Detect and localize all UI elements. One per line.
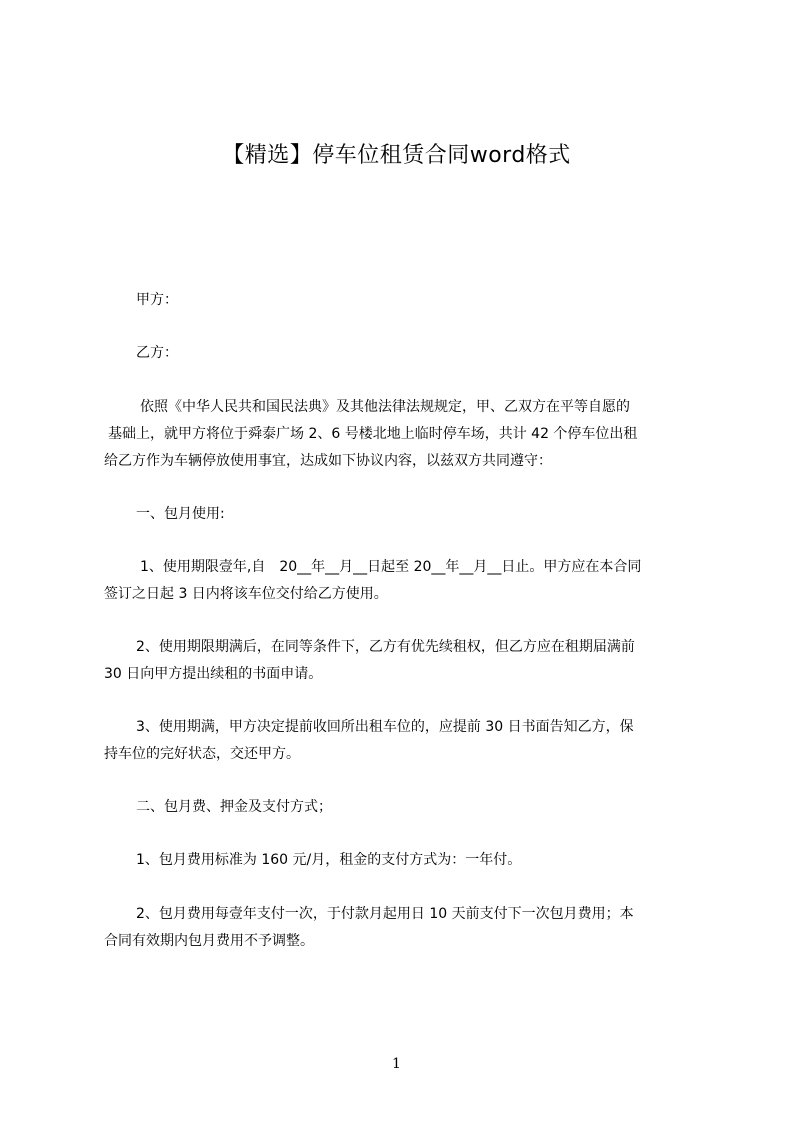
clause-2-1: 1、包月费用标准为 160 元/月，租金的支付方式为：一年付。 <box>136 852 522 868</box>
clause-line: 2、使用期限期满后，在同等条件下，乙方有优先续租权，但乙方应在租期届满前 <box>136 639 635 655</box>
preamble-line: 给乙方作为车辆停放使用事宜，达成如下协议内容，以兹双方共同遵守： <box>104 453 552 469</box>
party-a-label: 甲方： <box>136 292 178 308</box>
clause-2-2 <box>104 901 700 955</box>
clause-1-3 <box>104 714 700 768</box>
preamble-paragraph <box>104 394 700 475</box>
clause-line: 1、使用期限壹年,自 20__年__月__日起至 20__年__月__日止。甲方应在本合同 <box>140 559 642 575</box>
preamble-line: 依照《中华人民共和国民法典》及其他法律法规规定，甲、乙双方在平等自愿的 <box>140 399 630 415</box>
clause-line: 30 日向甲方提出续租的书面申请。 <box>104 666 323 682</box>
clause-line: 2、包月费用每壹年支付一次，于付款月起用日 10 天前支付下一次包月费用；本 <box>136 906 634 922</box>
clause-1-1 <box>104 554 700 608</box>
section-1-heading: 一、包月使用: <box>136 506 225 522</box>
clause-1-2 <box>104 634 700 688</box>
clause-line: 合同有效期内包月费用不予调整。 <box>104 933 314 949</box>
clause-line: 持车位的完好状态，交还甲方。 <box>104 746 300 762</box>
clause-line: 签订之日起 3 日内将该车位交付给乙方使用。 <box>104 586 388 602</box>
clause-line: 3、使用期满，甲方决定提前收回所出租车位的，应提前 30 日书面告知乙方，保 <box>136 719 634 735</box>
party-b-label: 乙方： <box>136 345 178 361</box>
section-2-heading: 二、包月费、押金及支付方式； <box>136 799 332 815</box>
page-number: 1 <box>392 1056 401 1072</box>
preamble-line: 基础上，就甲方将位于舜泰广场 2、6 号楼北地上临时停车场，共计 42 个停车位出租 <box>108 426 638 442</box>
document-title: 【精选】停车位租赁合同word格式 <box>222 143 571 168</box>
